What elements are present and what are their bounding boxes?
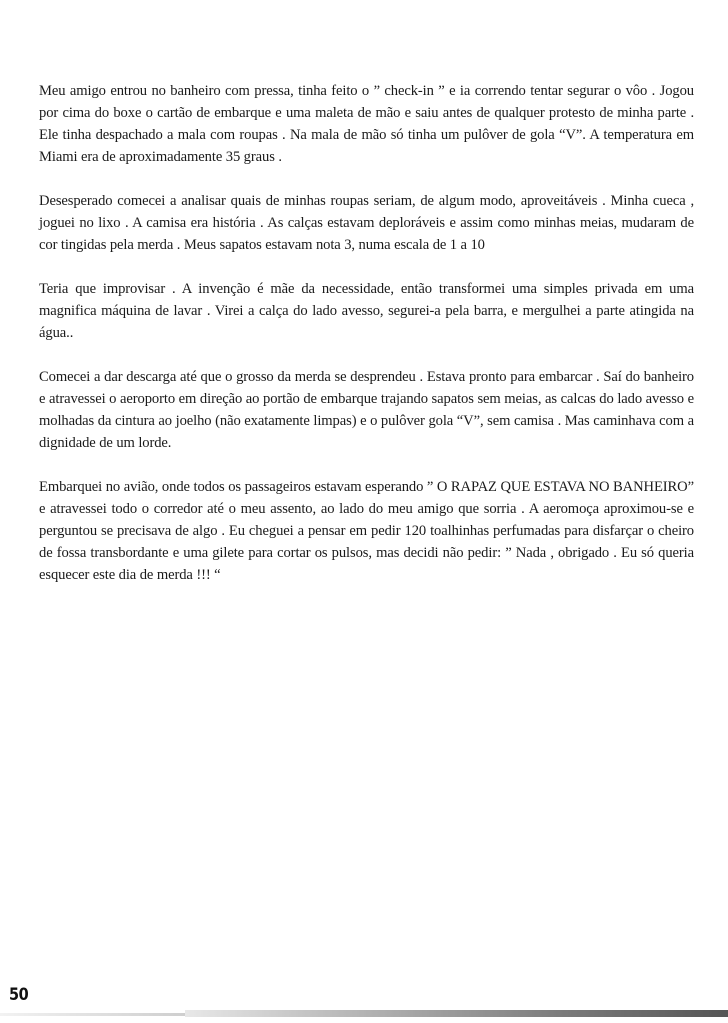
body-text — [39, 80, 694, 608]
paragraph-5: Embarquei no avião, onde todos os passageiros estavam esperando ” O RAPAZ QUE ESTAVA NO BANHEIRO” e atravessei todo o corredor até o meu assento, ao lado do meu amigo que sorria . A aeromoça aproximou-se e perguntou se precisava de algo . Eu cheguei a pensar em pedir 120 toalhinhas perfumadas para disfarçar o cheiro de fossa transbordante e uma gilete para cortar os pulsos, mas decidi não pedir: ” Nada , obrigado . Eu só queria esquecer este dia de merda !!! “ — [39, 479, 694, 583]
paragraph-1: Meu amigo entrou no banheiro com pressa, tinha feito o ” check-in ” e ia correndo tentar segurar o vôo . Jogou por cima do boxe o cartão de embarque e uma maleta de mão e saiu antes de qualquer protesto de minha parte . Ele tinha despachado a mala com roupas . Na mala de mão só tinha um pulôver de gola “V”. A temperatura em Miami era de aproximadamente 35 graus . — [39, 83, 694, 165]
paragraph-4: Comecei a dar descarga até que o grosso da merda se desprendeu . Estava pronto para embarcar . Saí do banheiro e atravessei o aeroporto em direção ao portão de embarque trajando sapatos sem meias, as calcas do lado avesso e molhadas da cintura ao joelho (não exatamente limpas) e o pulôver gola “V”, sem camisa . Mas caminhava com a dignidade de um lorde. — [39, 369, 694, 451]
footer-thick-line — [185, 1010, 728, 1017]
page-number: 50 — [9, 985, 29, 1005]
footer-decorative-bar — [0, 1010, 728, 1017]
paragraph-2: Desesperado comecei a analisar quais de minhas roupas seriam, de algum modo, aproveitáveis . Minha cueca , joguei no lixo . A camisa era história . As calças estavam deploráveis e assim como minhas meias, mudaram de cor tingidas pela merda . Meus sapatos estavam nota 3, numa escala de 1 a 10 — [39, 193, 694, 253]
paragraph-3: Teria que improvisar . A invenção é mãe da necessidade, então transformei uma simples privada em uma magnifica máquina de lavar . Virei a calça do lado avesso, segurei-a pela barra, e mergulhei a parte atingida na água.. — [39, 281, 694, 341]
